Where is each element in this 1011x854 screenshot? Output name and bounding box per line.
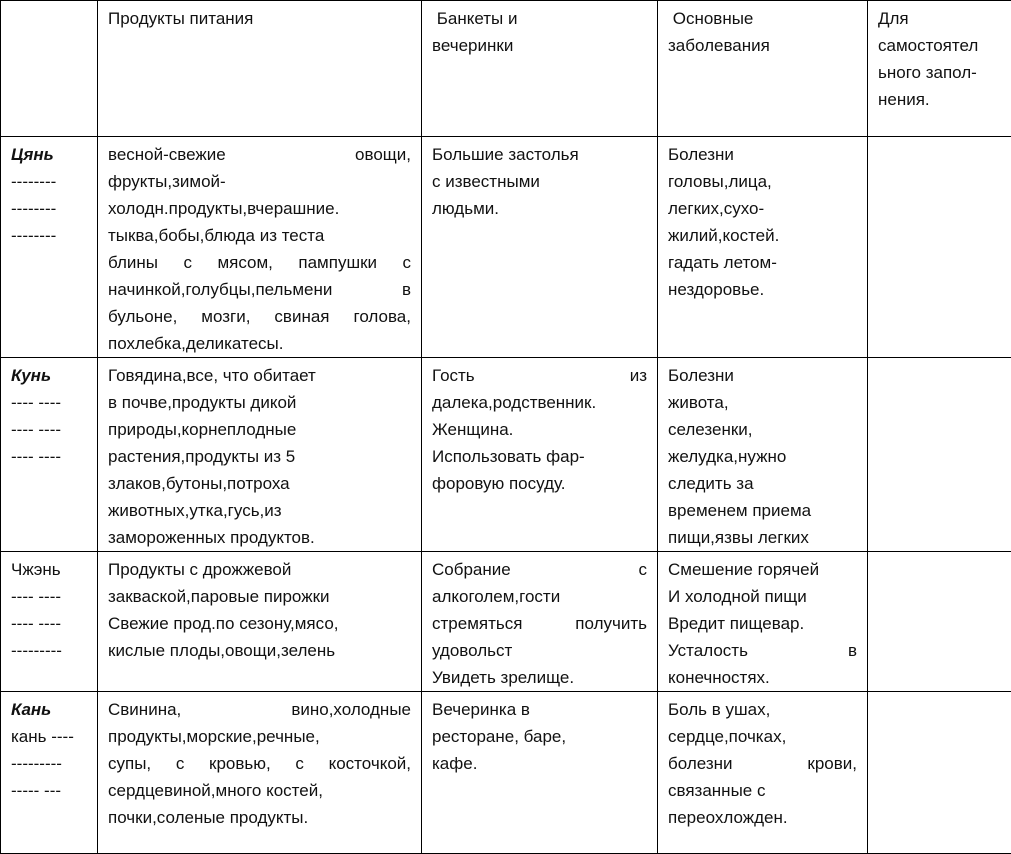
text-line: самостоятел bbox=[878, 32, 1001, 59]
foods-cell bbox=[98, 358, 422, 552]
text-line: -------- bbox=[11, 222, 91, 249]
header-cell-diseases bbox=[658, 1, 868, 137]
diseases-cell bbox=[658, 552, 868, 692]
text-line: форовую посуду. bbox=[432, 470, 647, 497]
text-line: замороженных продуктов. bbox=[108, 524, 411, 551]
text-line: Для bbox=[878, 5, 1001, 32]
text-line: -------- bbox=[11, 168, 91, 195]
row-label-cell bbox=[1, 137, 98, 358]
text-line: алкоголем,гости bbox=[432, 583, 647, 610]
text-line: Говядина,все, что обитает bbox=[108, 362, 411, 389]
text-line: почки,соленые продукты. bbox=[108, 804, 411, 831]
text-line: растения,продукты из 5 bbox=[108, 443, 411, 470]
text-line: головы,лица, bbox=[668, 168, 857, 195]
text-line: Болезни bbox=[668, 141, 857, 168]
text-line: весной-свежие овощи, bbox=[108, 141, 411, 168]
text-line: нездоровье. bbox=[668, 276, 857, 303]
text-line: --------- bbox=[11, 637, 91, 664]
text-line: ---- ---- bbox=[11, 443, 91, 470]
diseases-cell bbox=[658, 137, 868, 358]
text-line: ---- ---- bbox=[11, 583, 91, 610]
row-label-cell bbox=[1, 692, 98, 854]
text-line: ----- --- bbox=[11, 777, 91, 804]
text-line: ьного запол- bbox=[878, 59, 1001, 86]
text-line: Свинина, вино,холодные bbox=[108, 696, 411, 723]
text-line: далека,родственник. bbox=[432, 389, 647, 416]
text-line: ресторане, баре, bbox=[432, 723, 647, 750]
text-line: кань ---- bbox=[11, 723, 91, 750]
row-label-cell bbox=[1, 552, 98, 692]
text-line: закваской,паровые пирожки bbox=[108, 583, 411, 610]
text-line: природы,корнеплодные bbox=[108, 416, 411, 443]
diseases-cell bbox=[658, 692, 868, 854]
text-line: живота, bbox=[668, 389, 857, 416]
text-line: Свежие прод.по сезону,мясо, bbox=[108, 610, 411, 637]
text-line: Боль в ушах, bbox=[668, 696, 857, 723]
text-line: животных,утка,гусь,из bbox=[108, 497, 411, 524]
text-line: Женщина. bbox=[432, 416, 647, 443]
text-line: селезенки, bbox=[668, 416, 857, 443]
text-line: жилий,костей. bbox=[668, 222, 857, 249]
text-line: Использовать фар- bbox=[432, 443, 647, 470]
text-line: Чжэнь bbox=[11, 556, 91, 583]
foods-cell bbox=[98, 552, 422, 692]
diseases-cell bbox=[658, 358, 868, 552]
text-line: -------- bbox=[11, 195, 91, 222]
table-row bbox=[1, 552, 1011, 692]
text-line: связанные с bbox=[668, 777, 857, 804]
text-line: сердцевиной,много костей, bbox=[108, 777, 411, 804]
text-line: злаков,бутоны,потроха bbox=[108, 470, 411, 497]
header-row bbox=[1, 1, 1011, 137]
header-cell-banquets bbox=[422, 1, 658, 137]
text-line: сердце,почках, bbox=[668, 723, 857, 750]
header-cell-empty bbox=[1, 1, 98, 137]
text-line: Собрание с bbox=[432, 556, 647, 583]
text-line: фрукты,зимой- bbox=[108, 168, 411, 195]
text-line: стремяться получить bbox=[432, 610, 647, 637]
text-line: людьми. bbox=[432, 195, 647, 222]
table-row bbox=[1, 692, 1011, 854]
text-line: Гость из bbox=[432, 362, 647, 389]
text-line: Цянь bbox=[11, 141, 91, 168]
text-line: кислые плоды,овощи,зелень bbox=[108, 637, 411, 664]
text-line: пищи,язвы легких bbox=[668, 524, 857, 551]
text-line: с известными bbox=[432, 168, 647, 195]
text-line: нения. bbox=[878, 86, 1001, 113]
text-line: Основные bbox=[668, 5, 857, 32]
text-line: конечностях. bbox=[668, 664, 857, 691]
text-line: Вредит пищевар. bbox=[668, 610, 857, 637]
text-line: желудка,нужно bbox=[668, 443, 857, 470]
text-line: супы, с кровью, с косточкой, bbox=[108, 750, 411, 777]
text-line: ---- ---- bbox=[11, 416, 91, 443]
header-cell-self-fill bbox=[868, 1, 1011, 137]
text-line: Кунь bbox=[11, 362, 91, 389]
text-line: переохложден. bbox=[668, 804, 857, 831]
banquets-cell bbox=[422, 552, 658, 692]
text-line: Усталость в bbox=[668, 637, 857, 664]
text-line: кафе. bbox=[432, 750, 647, 777]
text-line: Смешение горячей bbox=[668, 556, 857, 583]
header-cell-foods bbox=[98, 1, 422, 137]
text-line: И холодной пищи bbox=[668, 583, 857, 610]
table-row bbox=[1, 358, 1011, 552]
text-line: заболевания bbox=[668, 32, 857, 59]
foods-cell bbox=[98, 692, 422, 854]
text-line: Увидеть зрелище. bbox=[432, 664, 647, 691]
text-line: Продукты с дрожжевой bbox=[108, 556, 411, 583]
text-line: следить за bbox=[668, 470, 857, 497]
text-line: бульоне, мозги, свиная голова, bbox=[108, 303, 411, 330]
text-line: продукты,морские,речные, bbox=[108, 723, 411, 750]
text-line: Кань bbox=[11, 696, 91, 723]
text-line: ---- ---- bbox=[11, 610, 91, 637]
text-line: --------- bbox=[11, 750, 91, 777]
text-line: в почве,продукты дикой bbox=[108, 389, 411, 416]
foods-cell bbox=[98, 137, 422, 358]
banquets-cell bbox=[422, 137, 658, 358]
text-line: Продукты питания bbox=[108, 5, 411, 32]
text-line: холодн.продукты,вчерашние. bbox=[108, 195, 411, 222]
text-line: Болезни bbox=[668, 362, 857, 389]
text-line: блины с мясом, пампушки с bbox=[108, 249, 411, 276]
table-row bbox=[1, 137, 1011, 358]
self-fill-cell bbox=[868, 358, 1011, 552]
text-line: Вечеринка в bbox=[432, 696, 647, 723]
text-line: тыква,бобы,блюда из теста bbox=[108, 222, 411, 249]
banquets-cell bbox=[422, 692, 658, 854]
text-line: Банкеты и bbox=[432, 5, 647, 32]
text-line: легких,сухо- bbox=[668, 195, 857, 222]
text-line: удовольст bbox=[432, 637, 647, 664]
self-fill-cell bbox=[868, 137, 1011, 358]
text-line: похлебка,деликатесы. bbox=[108, 330, 411, 357]
text-line: вечеринки bbox=[432, 32, 647, 59]
text-line: болезни крови, bbox=[668, 750, 857, 777]
text-line: начинкой,голубцы,пельмени в bbox=[108, 276, 411, 303]
self-fill-cell bbox=[868, 692, 1011, 854]
row-label-cell bbox=[1, 358, 98, 552]
self-fill-cell bbox=[868, 552, 1011, 692]
text-line: Большие застолья bbox=[432, 141, 647, 168]
text-line: гадать летом- bbox=[668, 249, 857, 276]
text-line: ---- ---- bbox=[11, 389, 91, 416]
text-line: временем приема bbox=[668, 497, 857, 524]
banquets-cell bbox=[422, 358, 658, 552]
